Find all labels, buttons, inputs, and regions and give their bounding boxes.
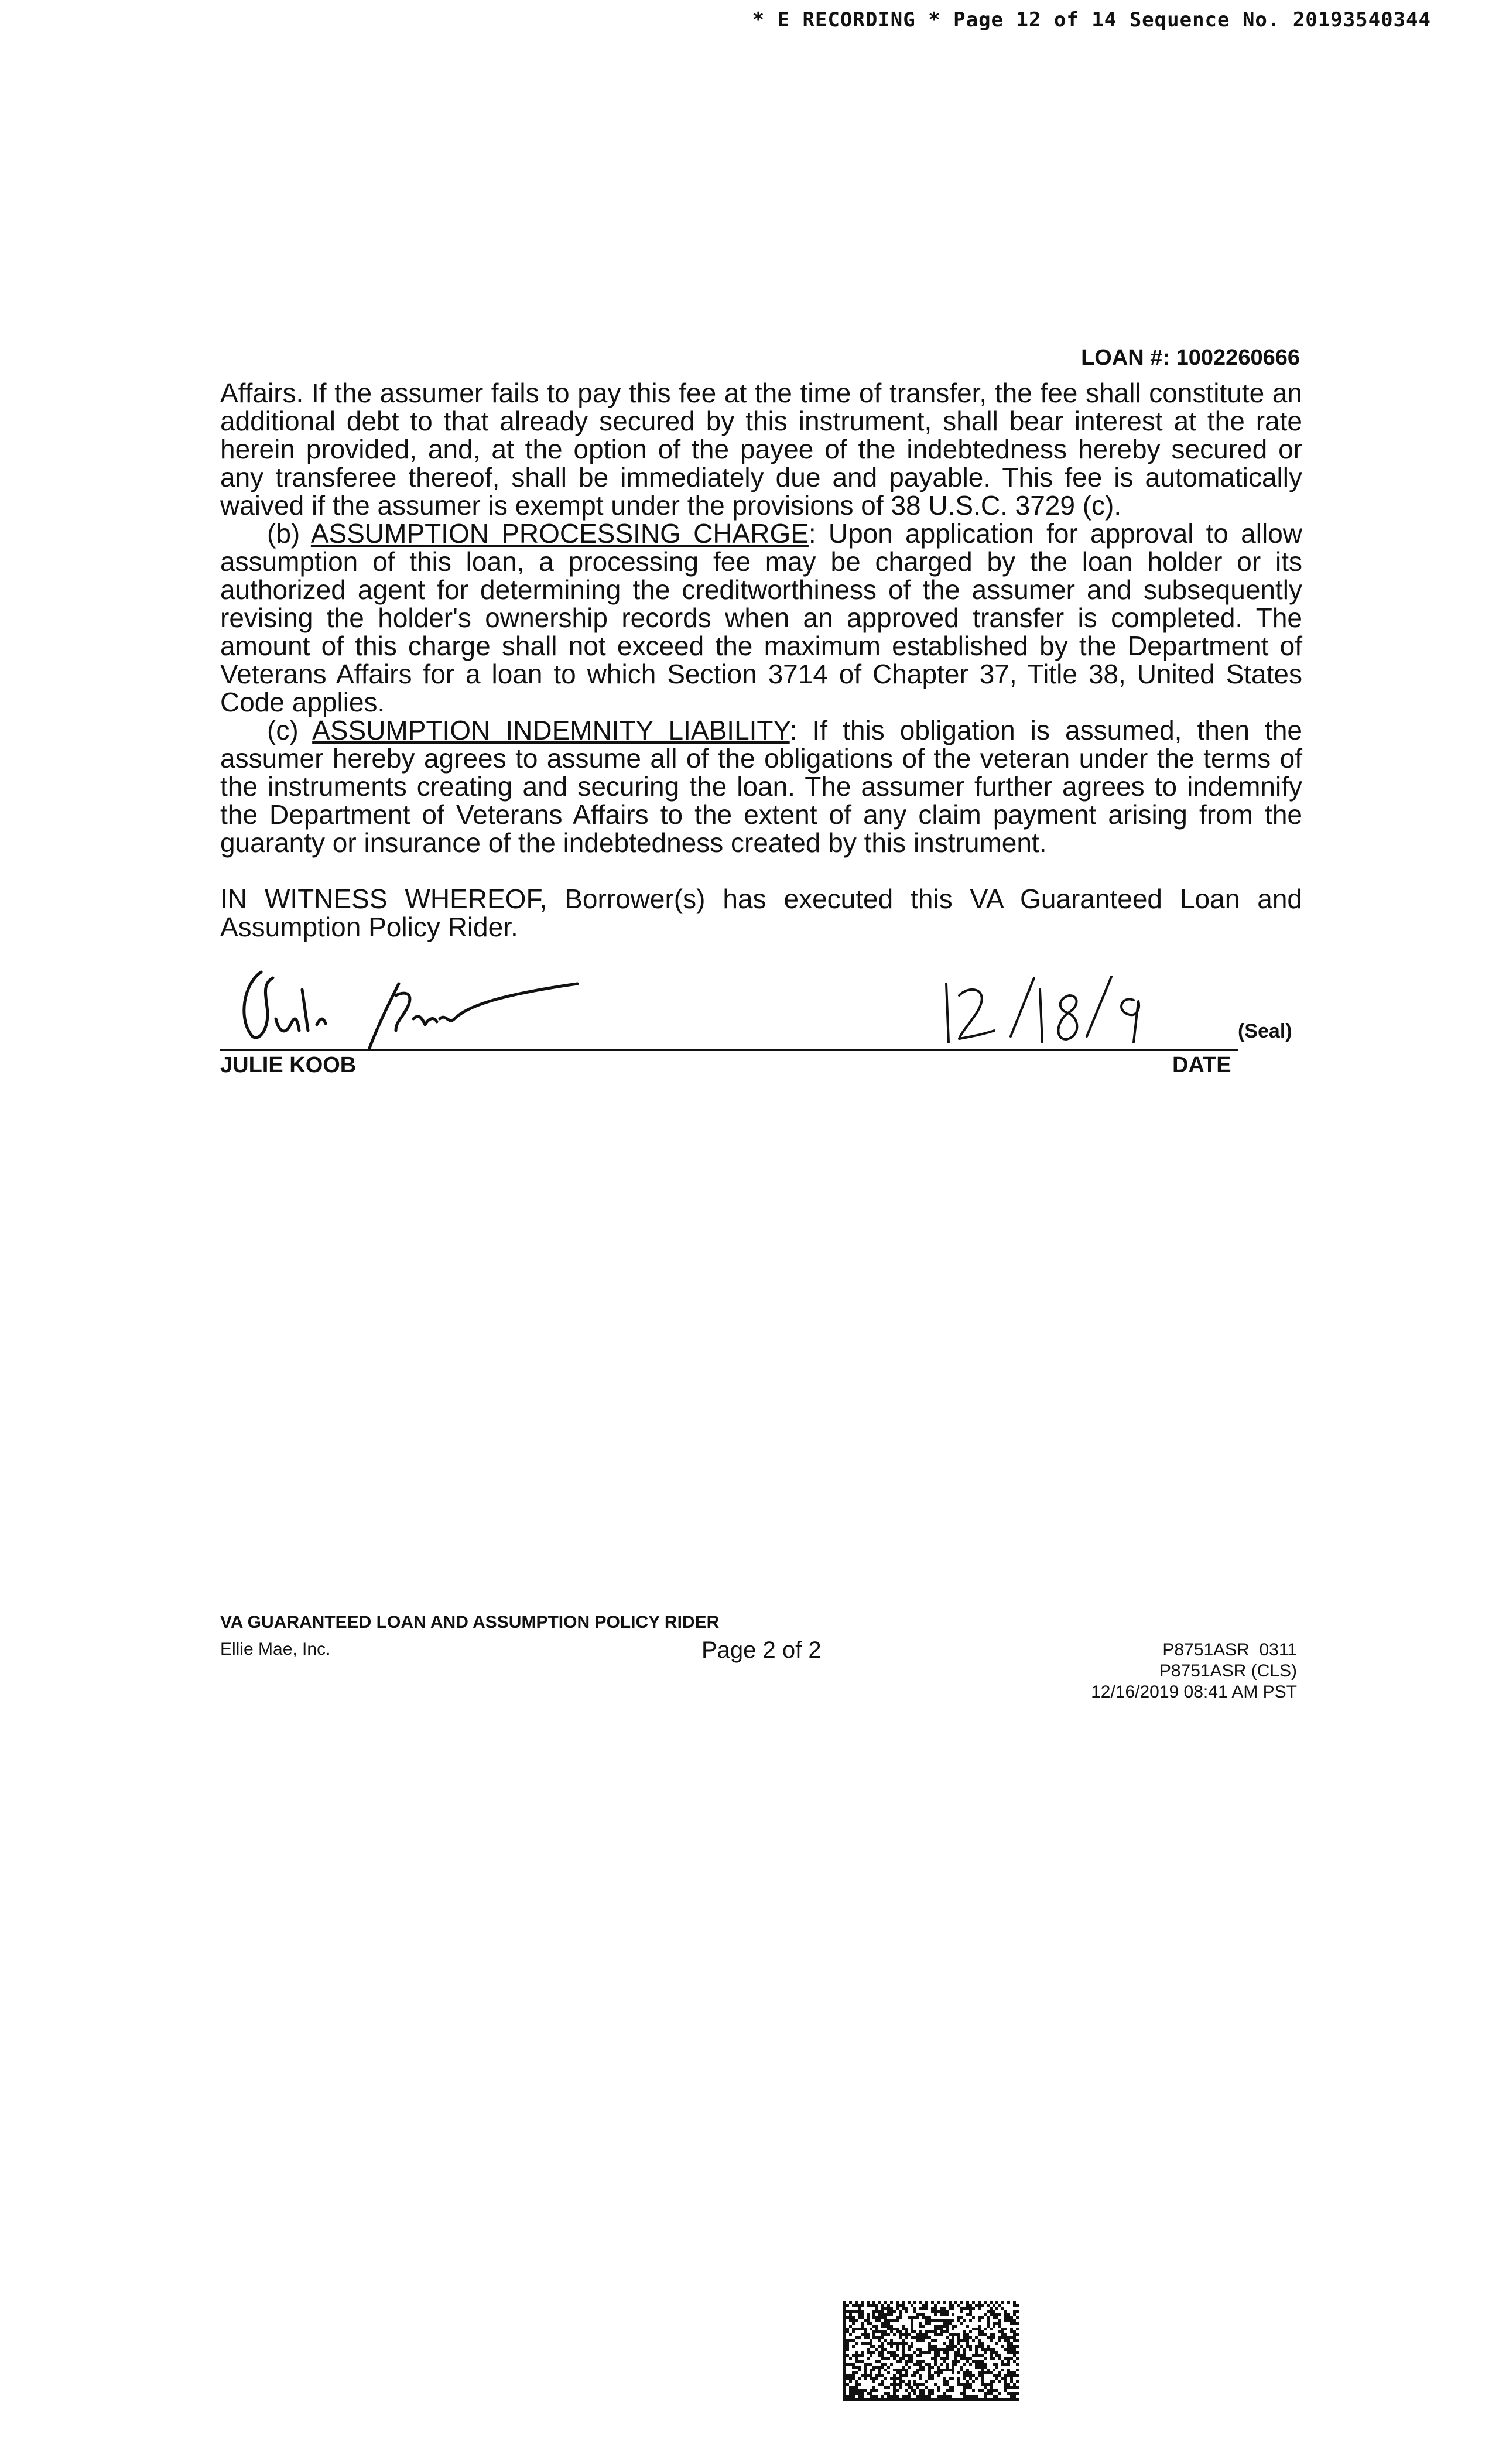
- footer-title: VA GUARANTEED LOAN AND ASSUMPTION POLICY RIDER: [220, 1613, 720, 1632]
- signature-line: [220, 1049, 1238, 1051]
- footer-page-number: Page 2 of 2: [701, 1637, 822, 1663]
- witness-statement: IN WITNESS WHEREOF, Borrower(s) has executed this VA Guaranteed Loan and Assumption Policy Rider.: [220, 884, 1302, 942]
- paragraph-c-heading: ASSUMPTION INDEMNITY LIABILITY: [312, 715, 790, 745]
- loan-number: LOAN #: 1002260666: [1081, 345, 1300, 370]
- paragraph-a: Affairs. If the assumer fails to pay this fee at the time of transfer, the fee shall constitute an additional debt to that already secured by this instrument, shall bear interest at the rate herein provided, and, at the option of the payee of the indebtedness hereby secured or any transferee thereof, shall be immediately due and payable. This fee is automatically waived if the assumer is exempt under the provisions of 38 U.S.C. 3729 (c).: [220, 378, 1302, 521]
- date-label: DATE: [1172, 1053, 1231, 1077]
- footer-timestamp: 12/16/2019 08:41 AM PST: [1091, 1682, 1297, 1702]
- datamatrix-barcode-icon: [843, 2301, 1019, 2401]
- footer-form-code-cls: P8751ASR (CLS): [1159, 1661, 1297, 1681]
- seal-label: (Seal): [1238, 1020, 1292, 1042]
- paragraph-c-prefix: (c): [267, 715, 313, 745]
- paragraph-c: [220, 716, 1302, 857]
- paragraph-b: [220, 519, 1302, 716]
- rider-body: [220, 379, 1302, 941]
- paragraph-c-text: : If this obligation is assumed, then the assumer hereby agrees to assume all of the obligations of the veteran under the terms of the instruments creating and securing the loan. The assumer further agrees to indemnify the Department of Veterans Affairs to the extent of any claim payment arising from the guaranty or insurance of the indebtedness created by this instrument.: [220, 715, 1302, 858]
- signer-name: JULIE KOOB: [220, 1053, 357, 1077]
- footer-codes: [1091, 1640, 1297, 1703]
- paragraph-b-prefix: (b): [267, 518, 311, 549]
- recording-header: * E RECORDING * Page 12 of 14 Sequence No. 20193540344: [752, 8, 1431, 32]
- paragraph-b-heading: ASSUMPTION PROCESSING CHARGE: [310, 518, 809, 549]
- footer-company: Ellie Mae, Inc.: [220, 1640, 331, 1659]
- signature-block: [220, 954, 1302, 1083]
- paragraph-b-text: : Upon application for approval to allow assumption of this loan, a processing fee may be charged by the loan holder or its authorized agent for determining the creditworthiness of the assumer and subsequently revising the holder's ownership records when an approved transfer is completed. The amount of this charge shall not exceed the maximum established by the Department of Veterans Affairs for a loan to which Section 3714 of Chapter 37, Title 38, United States Code applies.: [220, 518, 1303, 717]
- footer-form-code: P8751ASR 0311: [1162, 1640, 1297, 1659]
- handwritten-signature-icon: [220, 954, 1302, 1054]
